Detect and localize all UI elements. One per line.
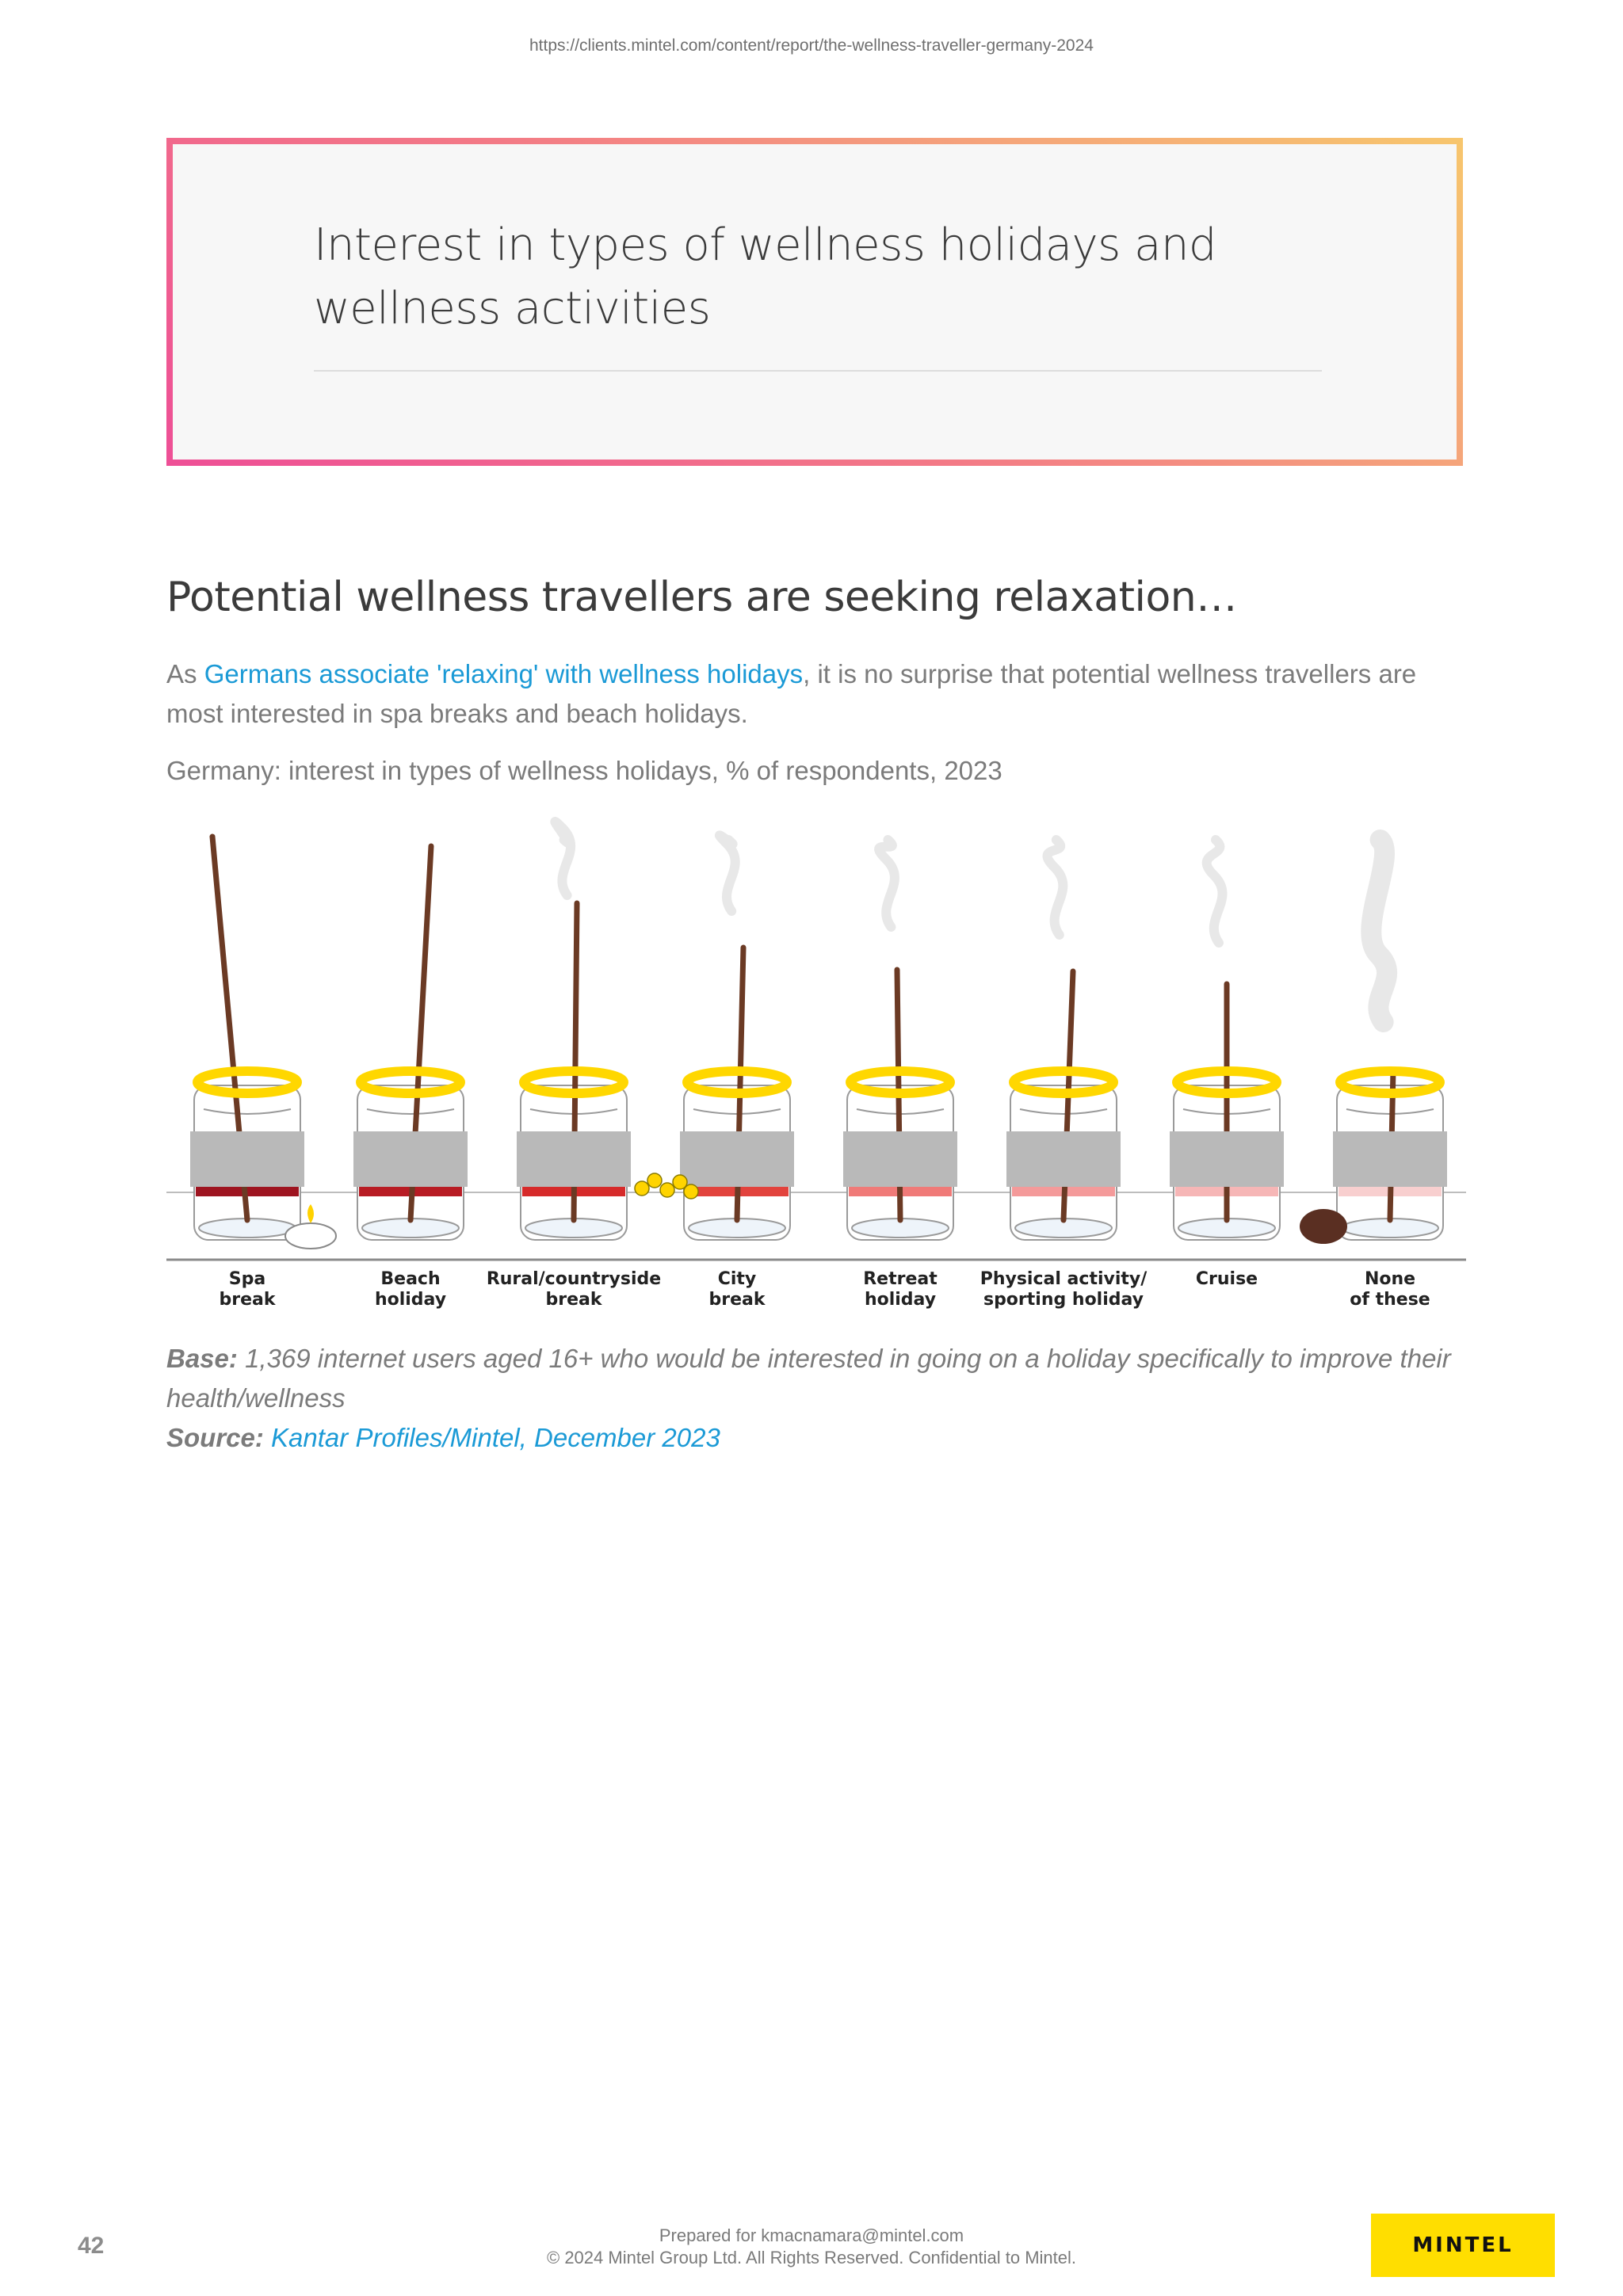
bar-4-smoke	[720, 835, 735, 911]
mintel-logo-text: MINTEL	[1412, 2233, 1514, 2257]
flower-1	[635, 1181, 649, 1196]
page-number: 42	[78, 2233, 105, 2259]
intro-paragraph	[166, 654, 1466, 734]
pine-cone	[1300, 1209, 1347, 1244]
bar-3-smoke	[555, 822, 571, 895]
flower-3	[660, 1183, 674, 1197]
category-label-2	[315, 1269, 506, 1310]
category-label-4	[642, 1269, 832, 1310]
bar-5-smoke	[879, 840, 895, 927]
flower-2	[647, 1173, 662, 1188]
category-label-line: break	[219, 1290, 276, 1310]
source-note	[166, 1418, 720, 1458]
category-label-line: Spa	[228, 1269, 266, 1289]
relaxing-association-link[interactable]: Germans associate 'relaxing' with wellness holidays	[204, 659, 804, 688]
category-label-line: Beach	[380, 1269, 441, 1289]
category-label-line: Physical activity/	[980, 1269, 1148, 1289]
title-divider	[314, 370, 1322, 372]
mintel-logo	[1371, 2214, 1555, 2277]
bar-7-smoke	[1207, 840, 1223, 943]
category-label-8	[1295, 1269, 1485, 1310]
bar-8-smoke	[1371, 840, 1387, 1022]
category-label-line: break	[708, 1290, 766, 1310]
section-heading: Potential wellness travellers are seeking relaxation…	[166, 574, 1237, 621]
wellness-holiday-chart	[0, 808, 1623, 1315]
bar-2-value-label-redacted	[353, 1131, 468, 1187]
category-label-line: Rural/countryside	[486, 1269, 662, 1289]
category-label-line: None	[1364, 1269, 1416, 1289]
bar-4-lid	[687, 1071, 787, 1093]
base-note	[166, 1339, 1466, 1418]
source-link[interactable]: Kantar Profiles/Mintel, December 2023	[271, 1423, 720, 1452]
base-label: Base:	[166, 1344, 238, 1373]
category-label-line: of these	[1350, 1290, 1430, 1310]
category-label-line: City	[717, 1269, 757, 1289]
bar-1-value-label-redacted	[190, 1131, 304, 1187]
prepared-for: Prepared for kmacnamara@mintel.com	[659, 2225, 964, 2245]
bar-4-value-label-redacted	[680, 1131, 794, 1187]
bar-5-value-label-redacted	[843, 1131, 957, 1187]
category-label-line: holiday	[374, 1290, 447, 1310]
bar-3-value-label-redacted	[517, 1131, 631, 1187]
category-label-line: Retreat	[863, 1269, 938, 1289]
bar-8-lid	[1340, 1071, 1440, 1093]
flower-5	[684, 1184, 698, 1199]
category-label-line: sporting holiday	[983, 1290, 1144, 1310]
bar-6-smoke	[1047, 840, 1063, 935]
source-label: Source:	[166, 1423, 264, 1452]
bar-2-lid	[361, 1071, 460, 1093]
bar-1-lid	[197, 1071, 297, 1093]
tealight-candle	[285, 1223, 336, 1249]
bar-7-value-label-redacted	[1170, 1131, 1284, 1187]
page-title: Interest in types of wellness holidays and wellness activities	[314, 219, 1216, 334]
chart-caption: Germany: interest in types of wellness holidays, % of respondents, 2023	[166, 756, 1002, 785]
category-label-line: Cruise	[1195, 1269, 1258, 1289]
category-label-line: break	[545, 1290, 602, 1310]
category-label-1	[152, 1269, 342, 1310]
base-text: 1,369 internet users aged 16+ who would be interested in going on a holiday specifically to improve their health/wellness	[166, 1344, 1451, 1413]
bar-6-value-label-redacted	[1006, 1131, 1121, 1187]
report-url: https://clients.mintel.com/content/report/the-wellness-traveller-germany-2024	[529, 36, 1094, 55]
category-label-6	[968, 1269, 1159, 1310]
category-label-line: holiday	[864, 1290, 937, 1310]
category-label-7	[1132, 1269, 1322, 1290]
bar-8-value-label-redacted	[1333, 1131, 1447, 1187]
candle-flame	[307, 1204, 314, 1223]
category-label-5	[805, 1269, 995, 1310]
bar-6-lid	[1014, 1071, 1113, 1093]
category-label-3	[479, 1269, 669, 1310]
intro-suffix: , it is no surprise that potential wellness travellers are most interested in spa breaks and beach holidays.	[166, 659, 1417, 728]
copyright: © 2024 Mintel Group Ltd. All Rights Reserved. Confidential to Mintel.	[547, 2248, 1076, 2267]
title-card	[166, 138, 1463, 466]
intro-prefix: As	[166, 659, 204, 688]
